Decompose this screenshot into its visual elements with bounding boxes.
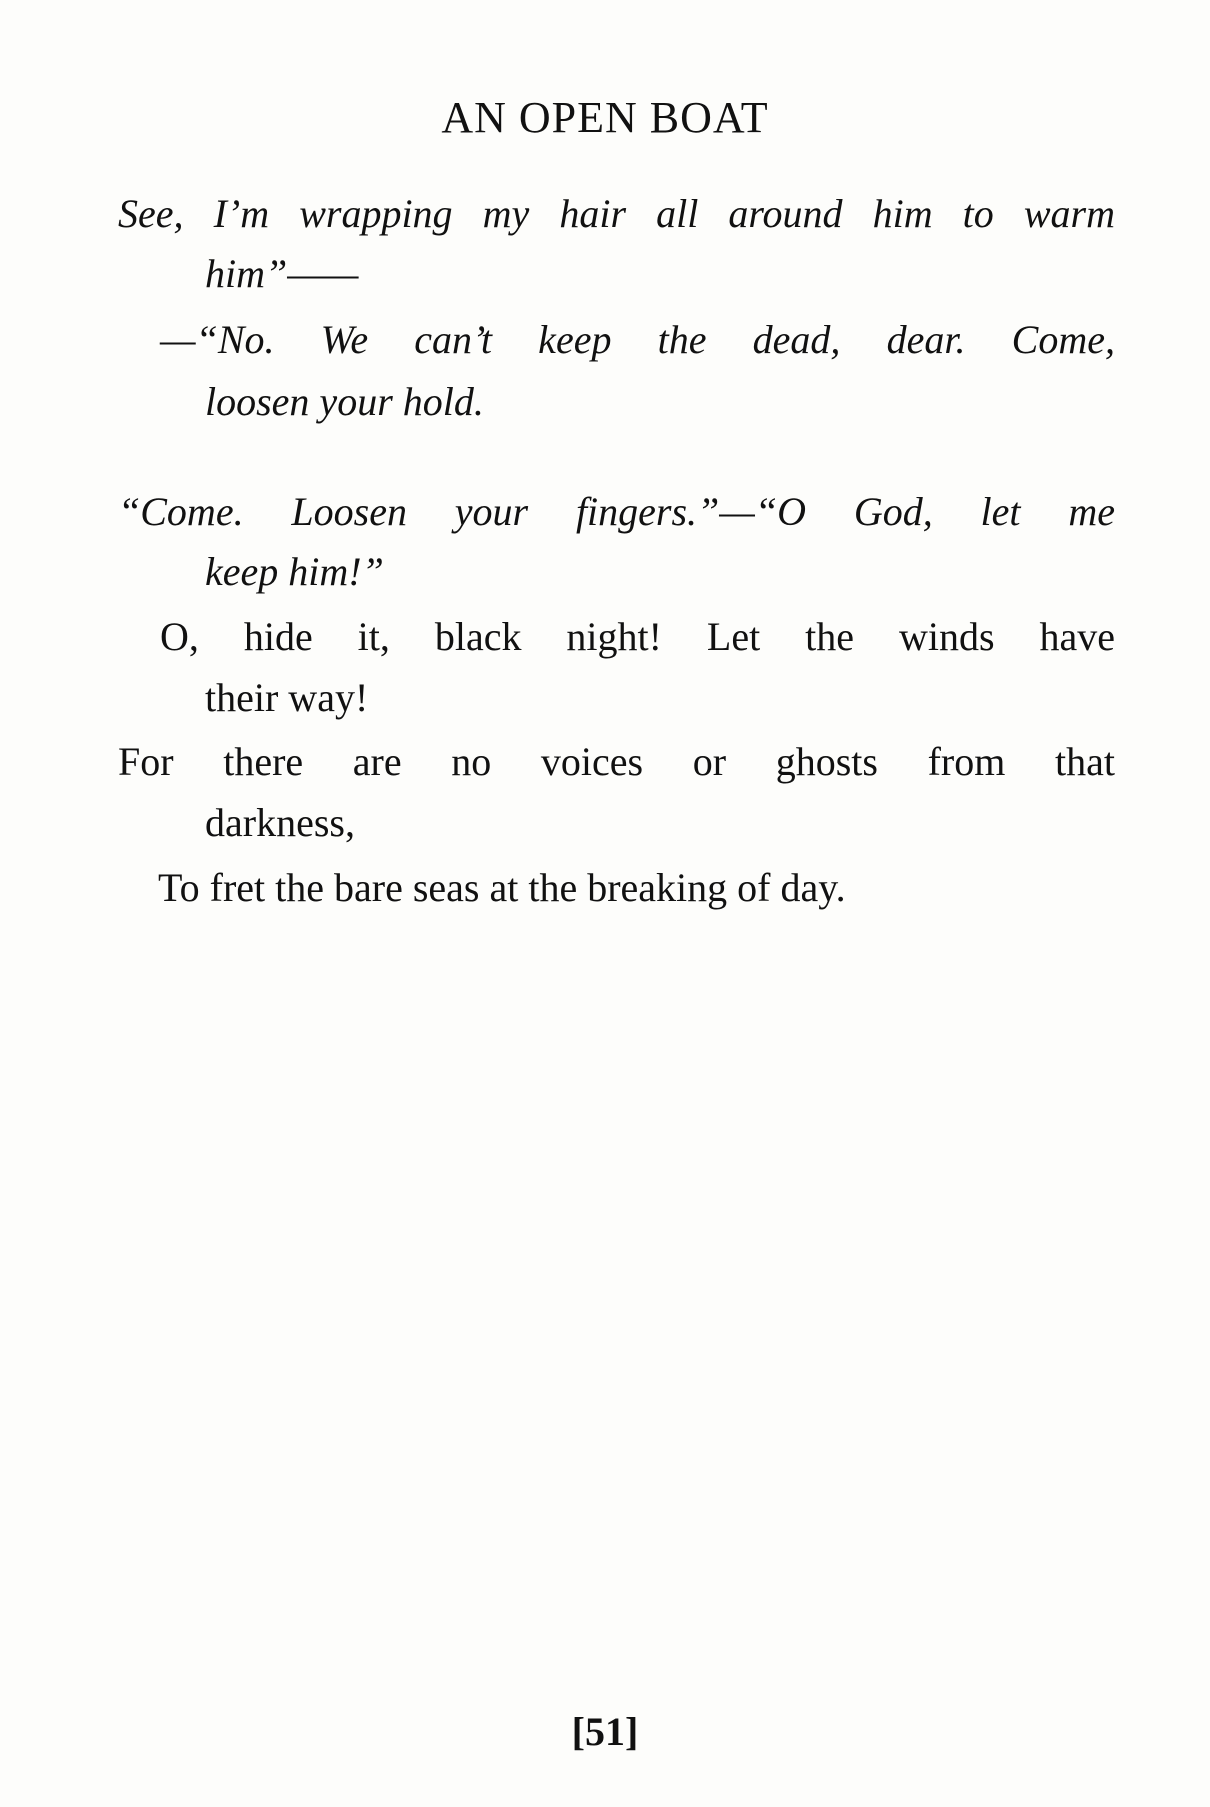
poem-line: See, I’m wrapping my hair all around him to warm (118, 191, 1115, 236)
page-number: [51] (571, 1709, 639, 1754)
poem-line: O, hide it, black night! Let the winds have (160, 614, 1115, 659)
poem-line: —“No. We can’t keep the dead, dear. Come, (160, 317, 1115, 362)
running-head: AN OPEN BOAT (441, 93, 769, 142)
poem-line: To fret the bare seas at the breaking of day. (158, 865, 846, 910)
poem-line-continuation: keep him!” (205, 549, 384, 594)
poem-line: “Come. Loosen your fingers.”—“O God, let me (118, 489, 1115, 534)
poem-line: For there are no voices or ghosts from that (118, 739, 1115, 784)
poem-line-continuation: loosen your hold. (205, 379, 484, 424)
poem-line-continuation: him”—— (205, 251, 359, 296)
poem-line-continuation: darkness, (205, 800, 355, 845)
poem-line-continuation: their way! (205, 675, 369, 720)
